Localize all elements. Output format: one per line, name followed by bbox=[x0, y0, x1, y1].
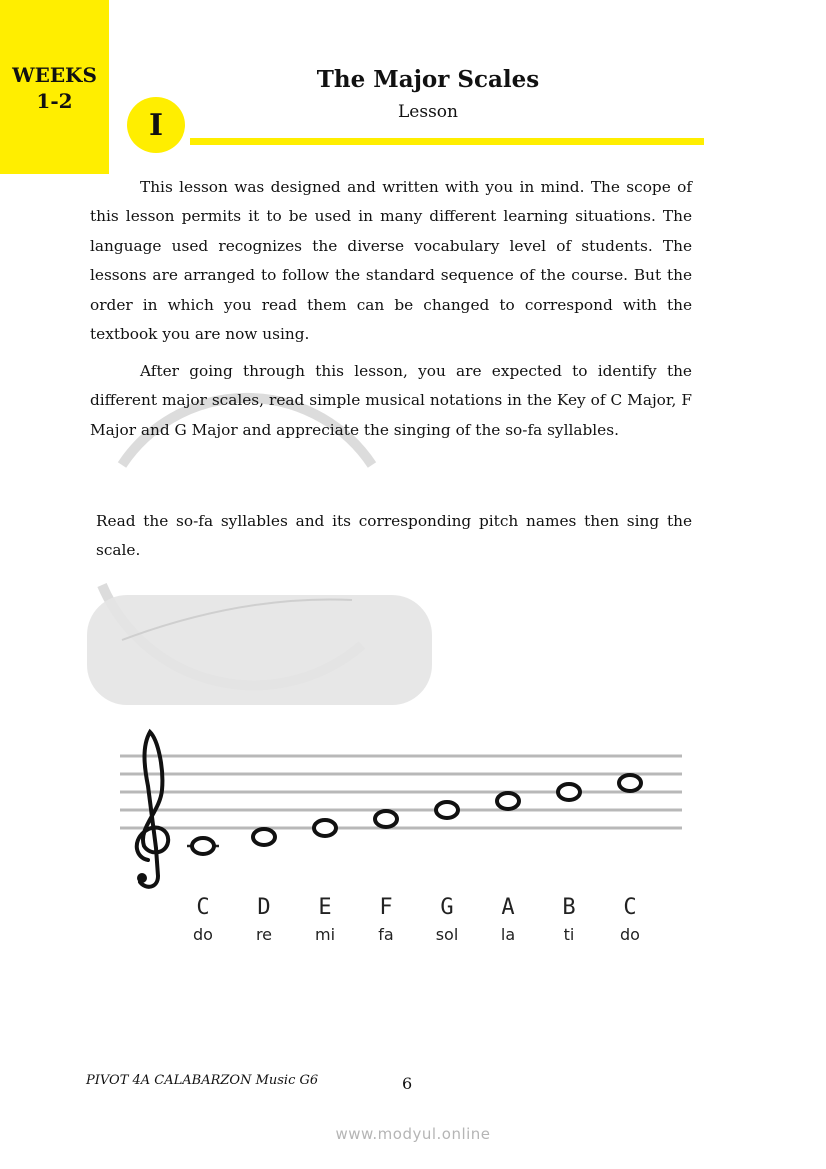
whole-note bbox=[314, 820, 336, 836]
instruction-paragraph: Read the so-fa syllables and its corresponding pitch names then sing the scale. bbox=[96, 512, 692, 560]
section-badge bbox=[127, 97, 185, 153]
whole-note bbox=[253, 829, 275, 845]
whole-note bbox=[497, 793, 519, 809]
footer-source: PIVOT 4A CALABARZON Music G6 bbox=[86, 1073, 319, 1088]
staff-lines bbox=[120, 756, 682, 828]
whole-note bbox=[558, 784, 580, 800]
pitch-label: G bbox=[440, 895, 454, 920]
pitch-label: C bbox=[196, 895, 210, 920]
whole-note bbox=[619, 775, 641, 791]
pitch-label: E bbox=[318, 895, 332, 920]
music-staff bbox=[100, 718, 700, 958]
pitch-label: C bbox=[623, 895, 637, 920]
syllable-label: la bbox=[500, 925, 516, 944]
syllable-labels bbox=[193, 925, 640, 944]
syllable-label: do bbox=[620, 925, 640, 944]
whole-note bbox=[187, 838, 219, 854]
syllable-label: sol bbox=[435, 925, 459, 944]
syllable-label: fa bbox=[378, 925, 394, 944]
header-divider bbox=[190, 138, 704, 145]
weeks-label bbox=[0, 62, 109, 114]
pitch-label: D bbox=[257, 895, 271, 920]
section-numeral: I bbox=[148, 107, 164, 143]
whole-note bbox=[436, 802, 458, 818]
page-subtitle: Lesson bbox=[398, 102, 458, 122]
weeks-label-line1: WEEKS bbox=[12, 63, 97, 87]
objectives-paragraph: After going through this lesson, you are expected to identify the different major scales, read simple musical notations in the Key of C Major, F Major and G Major and appreciate the singing of the so-fa syllables. bbox=[90, 362, 692, 439]
syllable-label: mi bbox=[314, 925, 336, 944]
pitch-label: A bbox=[501, 895, 515, 920]
page-title: The Major Scales bbox=[316, 66, 540, 93]
note-heads bbox=[187, 775, 641, 854]
syllable-label: do bbox=[193, 925, 213, 944]
pitch-labels bbox=[196, 895, 636, 920]
intro-paragraph: This lesson was designed and written with you in mind. The scope of this lesson permits it to be used in many different learning situations. The language used recognizes the diverse vocabulary level of students. The lessons are arranged to follow the standard sequence of the course. But the order in which you read them can be changed to correspond with the textbook you are now using. bbox=[90, 178, 692, 344]
weeks-label-line2: 1-2 bbox=[36, 89, 73, 113]
pitch-label: F bbox=[379, 895, 393, 920]
syllable-label: ti bbox=[563, 925, 575, 944]
site-watermark: www.modyul.online bbox=[335, 1125, 491, 1143]
syllable-label: re bbox=[255, 925, 273, 944]
page-number: 6 bbox=[402, 1074, 413, 1093]
whole-note bbox=[375, 811, 397, 827]
seal-blot bbox=[87, 595, 432, 705]
pitch-label: B bbox=[562, 895, 576, 920]
